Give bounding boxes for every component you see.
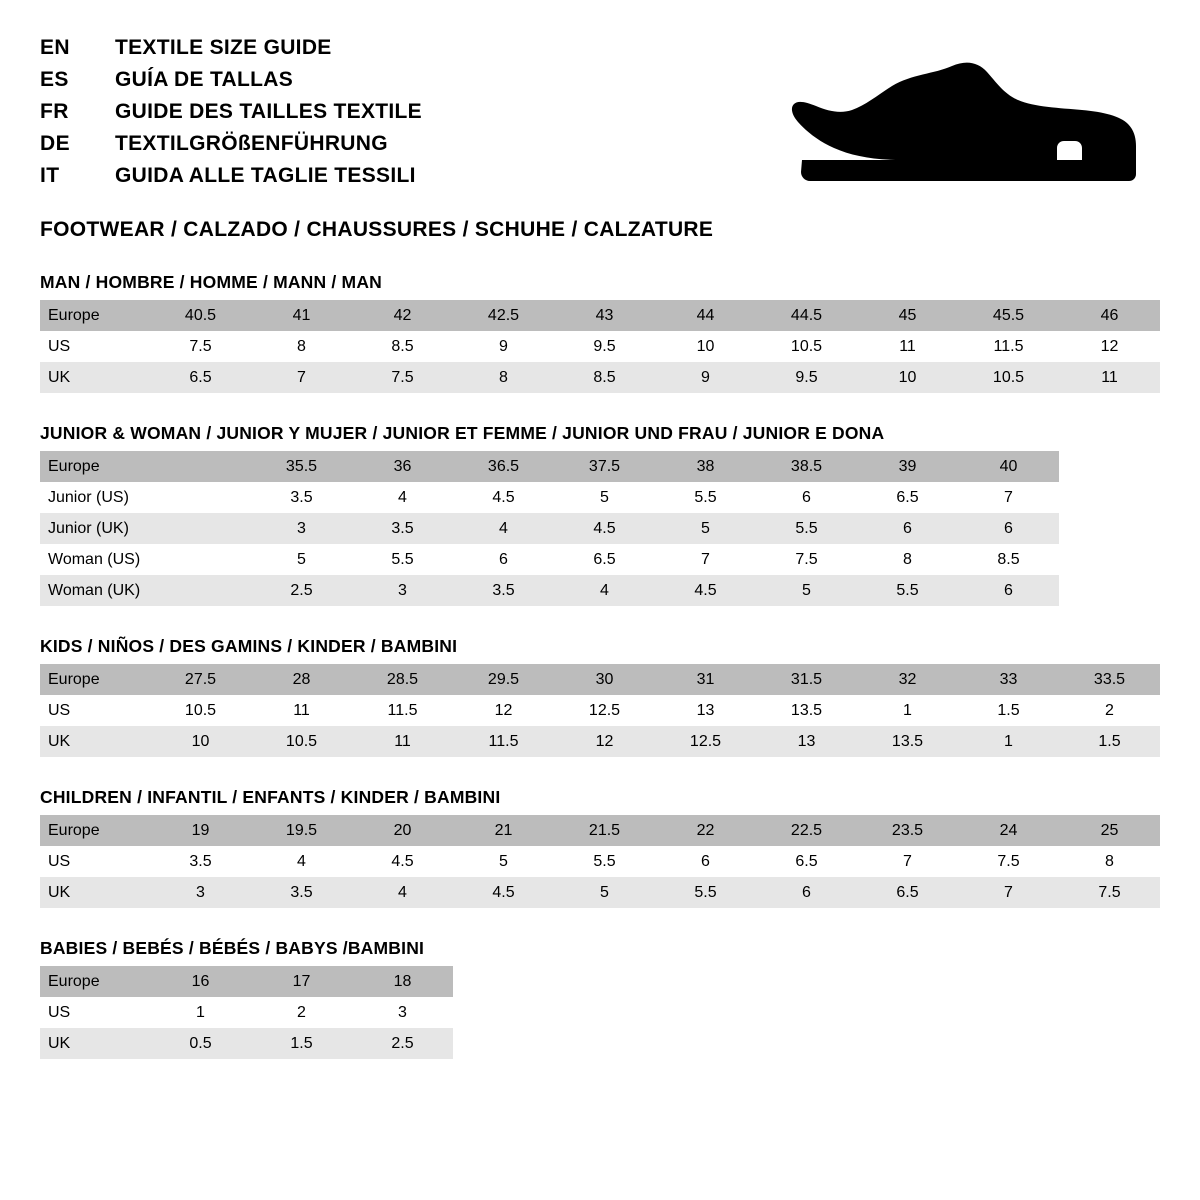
size-cell: 1.5 [958,695,1059,726]
table-row [40,482,1059,513]
language-code: DE [40,132,70,155]
size-cell: 4 [453,513,554,544]
size-cell: 31 [655,664,756,695]
size-cell: 10 [150,726,251,757]
size-cell: 5 [655,513,756,544]
size-table-heading: BABIES / BEBÉS / BÉBÉS / BABYS /BAMBINI [40,938,425,958]
size-cell: 11.5 [352,695,453,726]
size-cell: 4 [352,877,453,908]
category-title: FOOTWEAR / CALZADO / CHAUSSURES / SCHUHE / CALZATURE [40,218,714,241]
size-cell: 25 [1059,815,1160,846]
size-cell: 16 [150,966,251,997]
size-cell: 29.5 [453,664,554,695]
size-cell: 31.5 [756,664,857,695]
row-label: UK [40,362,150,393]
size-cell: 11 [352,726,453,757]
size-cell [150,482,251,513]
size-cell: 10 [655,331,756,362]
table-row [40,513,1059,544]
size-cell: 5.5 [352,544,453,575]
size-cell: 18 [352,966,453,997]
language-row [40,100,1160,132]
size-cell: 11.5 [453,726,554,757]
size-cell: 7 [958,482,1059,513]
language-title: GUIDA ALLE TAGLIE TESSILI [115,164,416,187]
size-cell: 28 [251,664,352,695]
size-cell: 11 [1059,362,1160,393]
language-code: FR [40,100,69,123]
size-cell: 5.5 [554,846,655,877]
row-label: Europe [40,664,150,695]
language-row [40,164,1160,196]
table-row [40,997,453,1028]
size-cell: 3.5 [352,513,453,544]
row-label: Woman (UK) [40,575,150,606]
size-cell: 4.5 [554,513,655,544]
language-title: GUIDE DES TAILLES TEXTILE [115,100,422,123]
size-cell: 13 [655,695,756,726]
size-table [40,815,1160,908]
size-cell: 22.5 [756,815,857,846]
size-cell: 36.5 [453,451,554,482]
size-cell: 12.5 [554,695,655,726]
size-table-heading: JUNIOR & WOMAN / JUNIOR Y MUJER / JUNIOR ET FEMME / JUNIOR UND FRAU / JUNIOR E DONA [40,423,885,443]
size-cell: 28.5 [352,664,453,695]
size-cell: 17 [251,966,352,997]
size-cell: 6.5 [756,846,857,877]
size-cell: 4 [251,846,352,877]
size-cell: 8.5 [352,331,453,362]
row-label: Woman (US) [40,544,150,575]
size-cell: 4.5 [453,877,554,908]
size-table-heading: CHILDREN / INFANTIL / ENFANTS / KINDER / BAMBINI [40,787,501,807]
size-cell: 9.5 [554,331,655,362]
size-cell: 5.5 [857,575,958,606]
size-cell: 41 [251,300,352,331]
size-table-heading: MAN / HOMBRE / HOMME / MANN / MAN [40,272,382,292]
size-cell: 5 [251,544,352,575]
size-cell [150,575,251,606]
row-label: US [40,846,150,877]
row-label: US [40,695,150,726]
size-cell: 4 [352,482,453,513]
size-cell: 4.5 [352,846,453,877]
size-cell: 6 [756,877,857,908]
size-cell: 24 [958,815,1059,846]
size-cell: 21.5 [554,815,655,846]
size-cell: 38.5 [756,451,857,482]
size-cell [150,513,251,544]
size-cell: 8 [453,362,554,393]
table-row [40,815,1160,846]
size-cell: 6 [655,846,756,877]
size-cell: 3 [150,877,251,908]
size-cell: 7 [251,362,352,393]
table-row [40,544,1059,575]
size-cell: 12 [453,695,554,726]
table-row [40,966,453,997]
table-row [40,726,1160,757]
size-cell: 5.5 [655,482,756,513]
table-row [40,331,1160,362]
size-cell: 42.5 [453,300,554,331]
table-row [40,1028,453,1059]
size-cell: 5 [554,877,655,908]
size-cell: 13.5 [857,726,958,757]
size-cell: 45.5 [958,300,1059,331]
size-cell: 4.5 [655,575,756,606]
size-cell: 5 [554,482,655,513]
size-cell: 38 [655,451,756,482]
size-cell: 1 [150,997,251,1028]
size-cell: 1.5 [251,1028,352,1059]
size-cell: 12.5 [655,726,756,757]
size-cell: 36 [352,451,453,482]
size-cell: 6 [857,513,958,544]
table-row [40,300,1160,331]
size-cell: 3.5 [453,575,554,606]
size-cell: 7.5 [958,846,1059,877]
size-table [40,664,1160,757]
size-table-kids [40,636,1160,757]
size-cell: 19.5 [251,815,352,846]
size-cell: 30 [554,664,655,695]
size-table-children [40,787,1160,908]
language-row [40,132,1160,164]
language-list [40,36,1160,242]
size-cell: 10.5 [756,331,857,362]
row-label: Junior (US) [40,482,150,513]
language-code: IT [40,164,60,187]
size-cell: 13.5 [756,695,857,726]
size-cell: 2 [1059,695,1160,726]
language-row [40,36,1160,68]
size-cell: 37.5 [554,451,655,482]
size-cell: 6 [958,575,1059,606]
size-cell: 7.5 [150,331,251,362]
size-table-man [40,272,1160,393]
size-cell: 8 [857,544,958,575]
size-cell: 8.5 [958,544,1059,575]
size-cell: 40.5 [150,300,251,331]
language-code: ES [40,68,69,91]
size-cell: 13 [756,726,857,757]
size-cell: 8.5 [554,362,655,393]
size-cell: 6 [958,513,1059,544]
language-code: EN [40,36,70,59]
size-cell: 32 [857,664,958,695]
row-label: Europe [40,966,150,997]
size-cell: 11 [251,695,352,726]
size-cell: 8 [1059,846,1160,877]
size-cell: 33.5 [1059,664,1160,695]
size-cell: 4 [554,575,655,606]
language-title: GUÍA DE TALLAS [115,68,294,91]
size-cell: 27.5 [150,664,251,695]
language-row [40,68,1160,100]
size-cell: 20 [352,815,453,846]
size-cell: 0.5 [150,1028,251,1059]
table-row [40,451,1059,482]
size-cell: 6.5 [857,482,958,513]
size-table-heading: KIDS / NIÑOS / DES GAMINS / KINDER / BAMBINI [40,636,458,656]
row-label: UK [40,877,150,908]
size-cell: 6.5 [150,362,251,393]
size-cell: 3.5 [251,482,352,513]
size-cell: 12 [1059,331,1160,362]
size-cell: 6 [756,482,857,513]
size-cell: 6.5 [857,877,958,908]
size-cell: 10 [857,362,958,393]
size-cell: 9.5 [756,362,857,393]
table-row [40,664,1160,695]
size-cell: 12 [554,726,655,757]
row-label: US [40,331,150,362]
size-cell: 44.5 [756,300,857,331]
size-cell: 2.5 [251,575,352,606]
size-cell: 46 [1059,300,1160,331]
row-label: US [40,997,150,1028]
size-cell: 7.5 [1059,877,1160,908]
size-table [40,451,1059,606]
size-cell: 7 [958,877,1059,908]
size-cell: 10.5 [958,362,1059,393]
size-cell: 33 [958,664,1059,695]
size-cell [150,544,251,575]
row-label: UK [40,1028,150,1059]
row-label: Europe [40,815,150,846]
size-cell: 8 [251,331,352,362]
size-cell [150,451,251,482]
size-cell: 1 [857,695,958,726]
size-cell: 1 [958,726,1059,757]
table-row [40,877,1160,908]
size-cell: 9 [453,331,554,362]
size-cell: 6.5 [554,544,655,575]
size-cell: 3 [251,513,352,544]
size-cell: 9 [655,362,756,393]
size-cell: 10.5 [251,726,352,757]
size-cell: 10.5 [150,695,251,726]
size-cell: 6 [453,544,554,575]
size-cell: 19 [150,815,251,846]
language-title: TEXTILGRÖßENFÜHRUNG [115,132,388,155]
size-cell: 3.5 [150,846,251,877]
size-cell: 1.5 [1059,726,1160,757]
row-label: Junior (UK) [40,513,150,544]
language-title: TEXTILE SIZE GUIDE [115,36,332,59]
size-cell: 44 [655,300,756,331]
row-label: UK [40,726,150,757]
size-cell: 7.5 [352,362,453,393]
size-cell: 40 [958,451,1059,482]
size-cell: 35.5 [251,451,352,482]
table-row [40,362,1160,393]
size-cell: 5 [756,575,857,606]
table-row [40,846,1160,877]
size-cell: 3.5 [251,877,352,908]
size-cell: 42 [352,300,453,331]
size-cell: 2 [251,997,352,1028]
size-cell: 21 [453,815,554,846]
size-tables [40,272,1160,1059]
size-cell: 43 [554,300,655,331]
table-row [40,695,1160,726]
size-cell: 5 [453,846,554,877]
size-cell: 39 [857,451,958,482]
size-cell: 45 [857,300,958,331]
size-table [40,300,1160,393]
size-table-junior-woman [40,423,1160,606]
size-cell: 5.5 [655,877,756,908]
size-cell: 3 [352,997,453,1028]
size-cell: 11.5 [958,331,1059,362]
size-cell: 3 [352,575,453,606]
size-cell: 7 [857,846,958,877]
size-cell: 7 [655,544,756,575]
size-cell: 4.5 [453,482,554,513]
size-cell: 7.5 [756,544,857,575]
table-row [40,575,1059,606]
size-cell: 23.5 [857,815,958,846]
row-label: Europe [40,451,150,482]
size-table-babies [40,938,1160,1059]
size-cell: 2.5 [352,1028,453,1059]
size-cell: 11 [857,331,958,362]
size-table [40,966,453,1059]
row-label: Europe [40,300,150,331]
size-cell: 22 [655,815,756,846]
size-cell: 5.5 [756,513,857,544]
